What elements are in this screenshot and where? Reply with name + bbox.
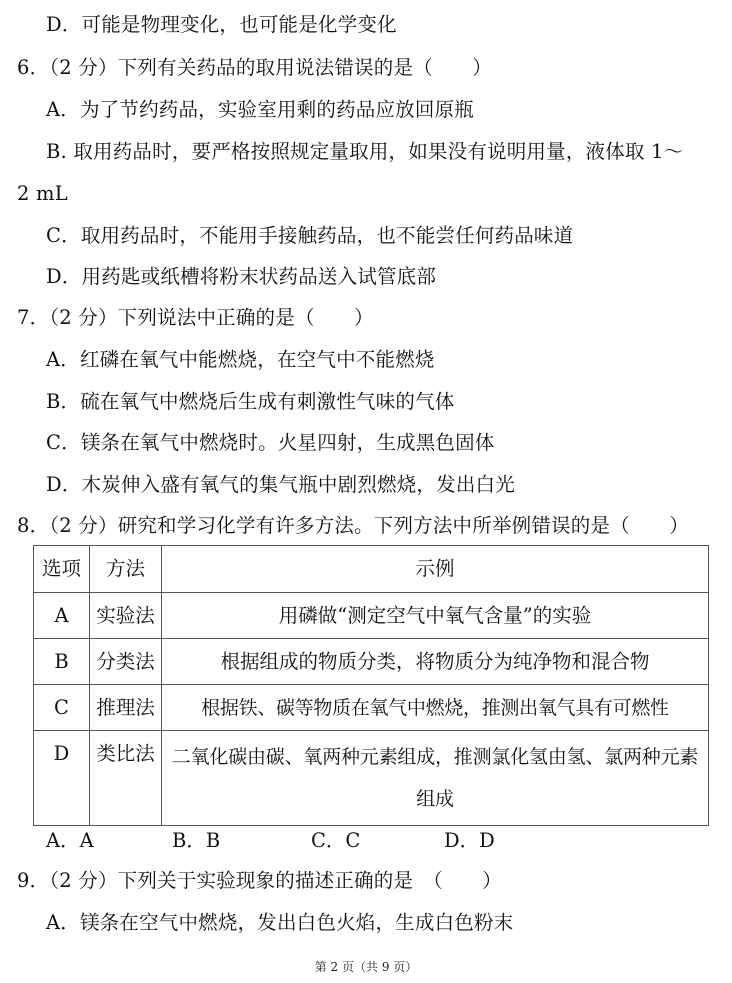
header-method: 方法 [90, 546, 162, 593]
page-footer: 第 2 页（共 9 页） [314, 960, 418, 974]
q7-option-b: B．硫在氧气中燃烧后生成有刺激性气味的气体 [46, 390, 455, 413]
q8-choice-b: B．B [172, 829, 221, 852]
row-method: 分类法 [90, 639, 162, 685]
q6-option-a: A．为了节约药品，实验室用剩的药品应放回原瓶 [46, 98, 474, 121]
q6-option-b-line1: B. 取用药品时，要严格按照规定量取用，如果没有说明用量，液体取 1～ [46, 140, 684, 163]
question-8: 8．（2 分）研究和学习化学有许多方法。下列方法中所举例错误的是（ ） [17, 514, 689, 537]
table-row [34, 593, 709, 639]
q5-option-d: D．可能是物理变化，也可能是化学变化 [46, 13, 397, 36]
q6-option-c: C．取用药品时，不能用手接触药品，也不能尝任何药品味道 [46, 224, 574, 247]
row-method: 实验法 [90, 593, 162, 639]
row-example: 用磷做“测定空气中氧气含量”的实验 [162, 593, 709, 639]
q7-option-c: C．镁条在氧气中燃烧时。火星四射，生成黑色固体 [46, 431, 495, 454]
row-option: A [34, 593, 90, 639]
q8-choice-c: C．C [311, 829, 361, 852]
row-method: 推理法 [90, 685, 162, 731]
question-7: 7．（2 分）下列说法中正确的是（ ） [17, 306, 374, 329]
q6-option-d: D．用药匙或纸槽将粉末状药品送入试管底部 [46, 265, 437, 288]
table-row [34, 731, 709, 826]
q6-option-b-line2: 2 mL [17, 182, 68, 205]
row-method: 类比法 [90, 731, 162, 826]
question-6: 6．（2 分）下列有关药品的取用说法错误的是（ ） [17, 56, 492, 79]
row-option: D [34, 731, 90, 826]
row-example: 根据组成的物质分类，将物质分为纯净物和混合物 [162, 639, 709, 685]
methods-table [33, 545, 709, 826]
q7-option-d: D．木炭伸入盛有氧气的集气瓶中剧烈燃烧，发出白光 [46, 473, 515, 496]
q9-option-a: A．镁条在空气中燃烧，发出白色火焰，生成白色粉末 [46, 911, 514, 934]
row-example: 根据铁、碳等物质在氧气中燃烧，推测出氧气具有可燃性 [162, 685, 709, 731]
table-header-row [34, 546, 709, 593]
header-example: 示例 [162, 546, 709, 593]
q8-choice-d: D．D [444, 829, 495, 852]
header-option: 选项 [34, 546, 90, 593]
row-option: B [34, 639, 90, 685]
q8-choice-a: A．A [46, 829, 94, 852]
question-9: 9．（2 分）下列关于实验现象的描述正确的是 （ ） [17, 869, 502, 892]
table-row [34, 685, 709, 731]
table-row [34, 639, 709, 685]
row-example: 二氧化碳由碳、氧两种元素组成，推测氯化氢由氢、氯两种元素组成 [162, 731, 709, 826]
row-option: C [34, 685, 90, 731]
q7-option-a: A．红磷在氧气中能燃烧，在空气中不能燃烧 [46, 348, 435, 371]
